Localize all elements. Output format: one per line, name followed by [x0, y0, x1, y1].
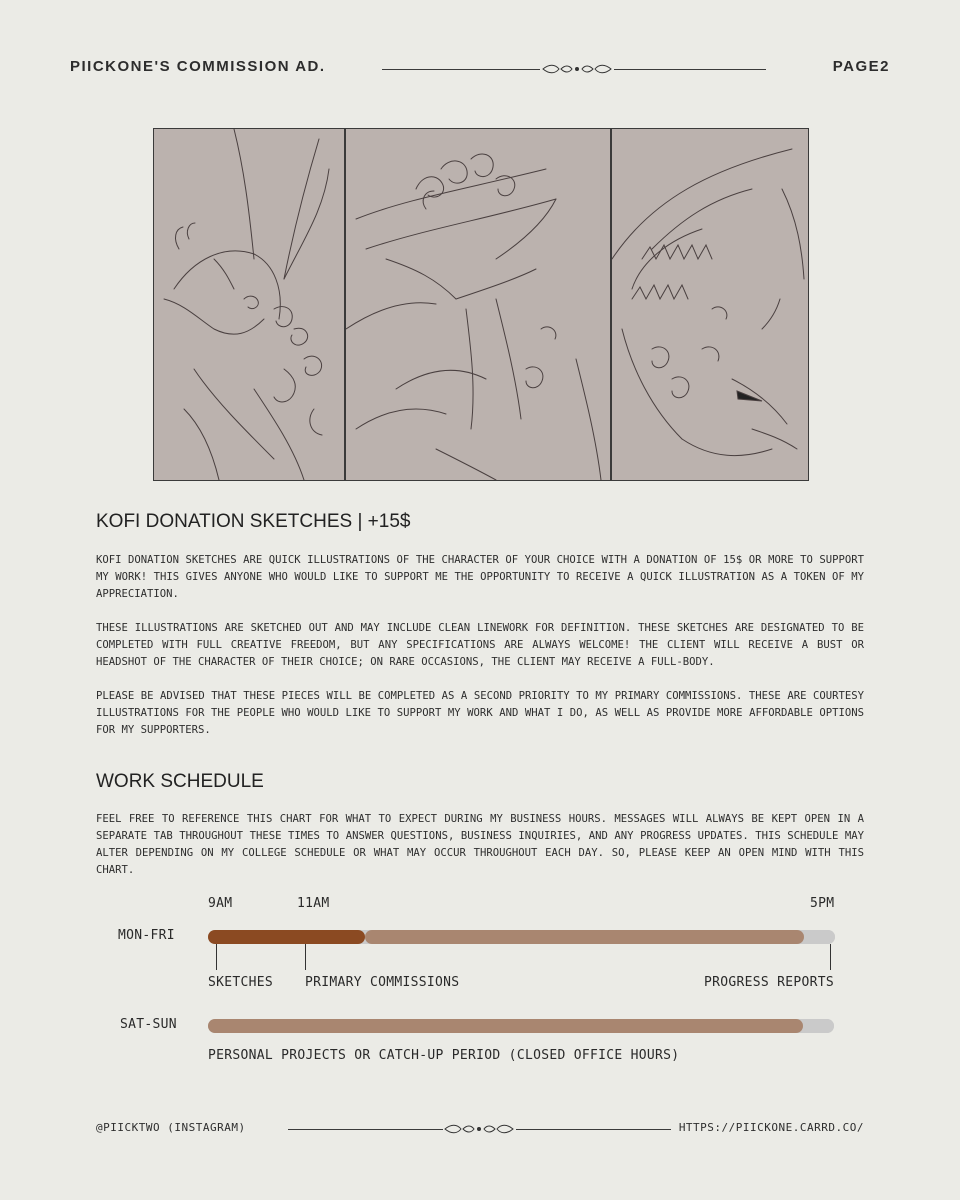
footer-rule-left	[288, 1129, 443, 1130]
sketch-panel-1	[154, 129, 344, 480]
segment-label-sketches: SKETCHES	[208, 975, 274, 990]
kofi-paragraph-3: PLEASE BE ADVISED THAT THESE PIECES WILL BE COMPLETED AS A SECOND PRIORITY TO MY PRIMARY COMMISSIONS. THESE ARE COURTESY ILLUSTRATIONS FOR THE PEOPLE WHO WOULD LIKE TO SUPPORT MY WORK AND WHAT I DO, AS WELL AS PROVIDE MORE AFFORDABLE OPTIONS FOR MY SUPPORTERS.	[96, 690, 864, 736]
website-link[interactable]: HTTPS://PIICKONE.CARRD.CO/	[678, 1121, 864, 1134]
tick-progress	[830, 944, 831, 970]
schedule-heading: WORK SCHEDULE	[96, 771, 264, 792]
time-label-11am: 11AM	[297, 896, 330, 911]
row-label-sat-sun: SAT-SUN	[120, 1017, 177, 1032]
kofi-paragraph-1: KOFI DONATION SKETCHES ARE QUICK ILLUSTRATIONS OF THE CHARACTER OF YOUR CHOICE WITH A DONATION OF 15$ OR MORE TO SUPPORT MY WORK! THIS GIVES ANYONE WHO WOULD LIKE TO SUPPORT ME THE OPPORTUNITY TO RECEIVE A QUICK ILLUSTRATION AS A TOKEN OF MY APPRECIATION.	[96, 554, 864, 600]
row-label-mon-fri: MON-FRI	[118, 928, 175, 943]
tick-sketches	[216, 944, 217, 970]
header-rule-right	[614, 69, 766, 70]
segment-label-personal: PERSONAL PROJECTS OR CATCH-UP PERIOD (CLOSED OFFICE HOURS)	[208, 1048, 680, 1063]
kofi-paragraph-2: THESE ILLUSTRATIONS ARE SKETCHED OUT AND MAY INCLUDE CLEAN LINEWORK FOR DEFINITION. THESE SKETCHES ARE DESIGNATED TO BE COMPLETED WITH FULL CREATIVE FREEDOM, BUT ANY SPECIFICATIONS ARE ALWAYS WELCOME! THE CLIENT WILL RECEIVE A BUST OR HEADSHOT OF THE CHARACTER OF THEIR CHOICE; ON RARE OCCASIONS, THE CLIENT MAY RECEIVE A FULL-BODY.	[96, 622, 864, 668]
kofi-heading: KOFI DONATION SKETCHES | +15$	[96, 511, 411, 532]
header-rule-left	[382, 69, 540, 70]
schedule-bar-mon-fri	[208, 930, 835, 944]
schedule-segment-0-2	[804, 930, 835, 944]
schedule-segment-0-1	[365, 930, 804, 944]
header-title: PIICKONE'S COMMISSION AD.	[70, 58, 326, 75]
time-label-5pm: 5PM	[810, 896, 835, 911]
creature-sketch-2	[346, 129, 610, 480]
creature-sketch-3	[612, 129, 808, 480]
sketch-panel-3	[612, 129, 808, 480]
tick-primary	[305, 944, 306, 970]
segment-label-primary: PRIMARY COMMISSIONS	[305, 975, 460, 990]
page-number: PAGE2	[832, 58, 890, 75]
schedule-segment-1-0	[208, 1019, 803, 1033]
schedule-segment-1-1	[803, 1019, 834, 1033]
sketch-panel-2	[346, 129, 610, 480]
instagram-handle[interactable]: @PIICKTWO (INSTAGRAM)	[96, 1121, 246, 1134]
sketch-artwork	[153, 128, 809, 481]
time-label-9am: 9AM	[208, 896, 233, 911]
segment-label-progress: PROGRESS REPORTS	[703, 975, 834, 990]
kofi-body	[96, 552, 864, 739]
schedule-segment-0-0	[208, 930, 365, 944]
creature-sketch-1	[154, 129, 344, 480]
ornament-icon	[443, 1122, 515, 1136]
schedule-body	[96, 811, 864, 879]
schedule-bar-sat-sun	[208, 1019, 834, 1033]
schedule-paragraph: FEEL FREE TO REFERENCE THIS CHART FOR WHAT TO EXPECT DURING MY BUSINESS HOURS. MESSAGES WILL ALWAYS BE KEPT OPEN IN A SEPARATE TAB THROUGHOUT THESE TIMES TO ANSWER QUESTIONS, BUSINESS INQUIRIES, AND ANY PROGRESS UPDATES. THIS SCHEDULE MAY ALTER DEPENDING ON MY COLLEGE SCHEDULE OR WHAT MAY OCCUR THROUGHOUT EACH DAY. SO, PLEASE KEEP AN OPEN MIND WITH THIS CHART.	[96, 813, 864, 876]
footer-rule-right	[516, 1129, 671, 1130]
ornament-icon	[541, 62, 613, 76]
